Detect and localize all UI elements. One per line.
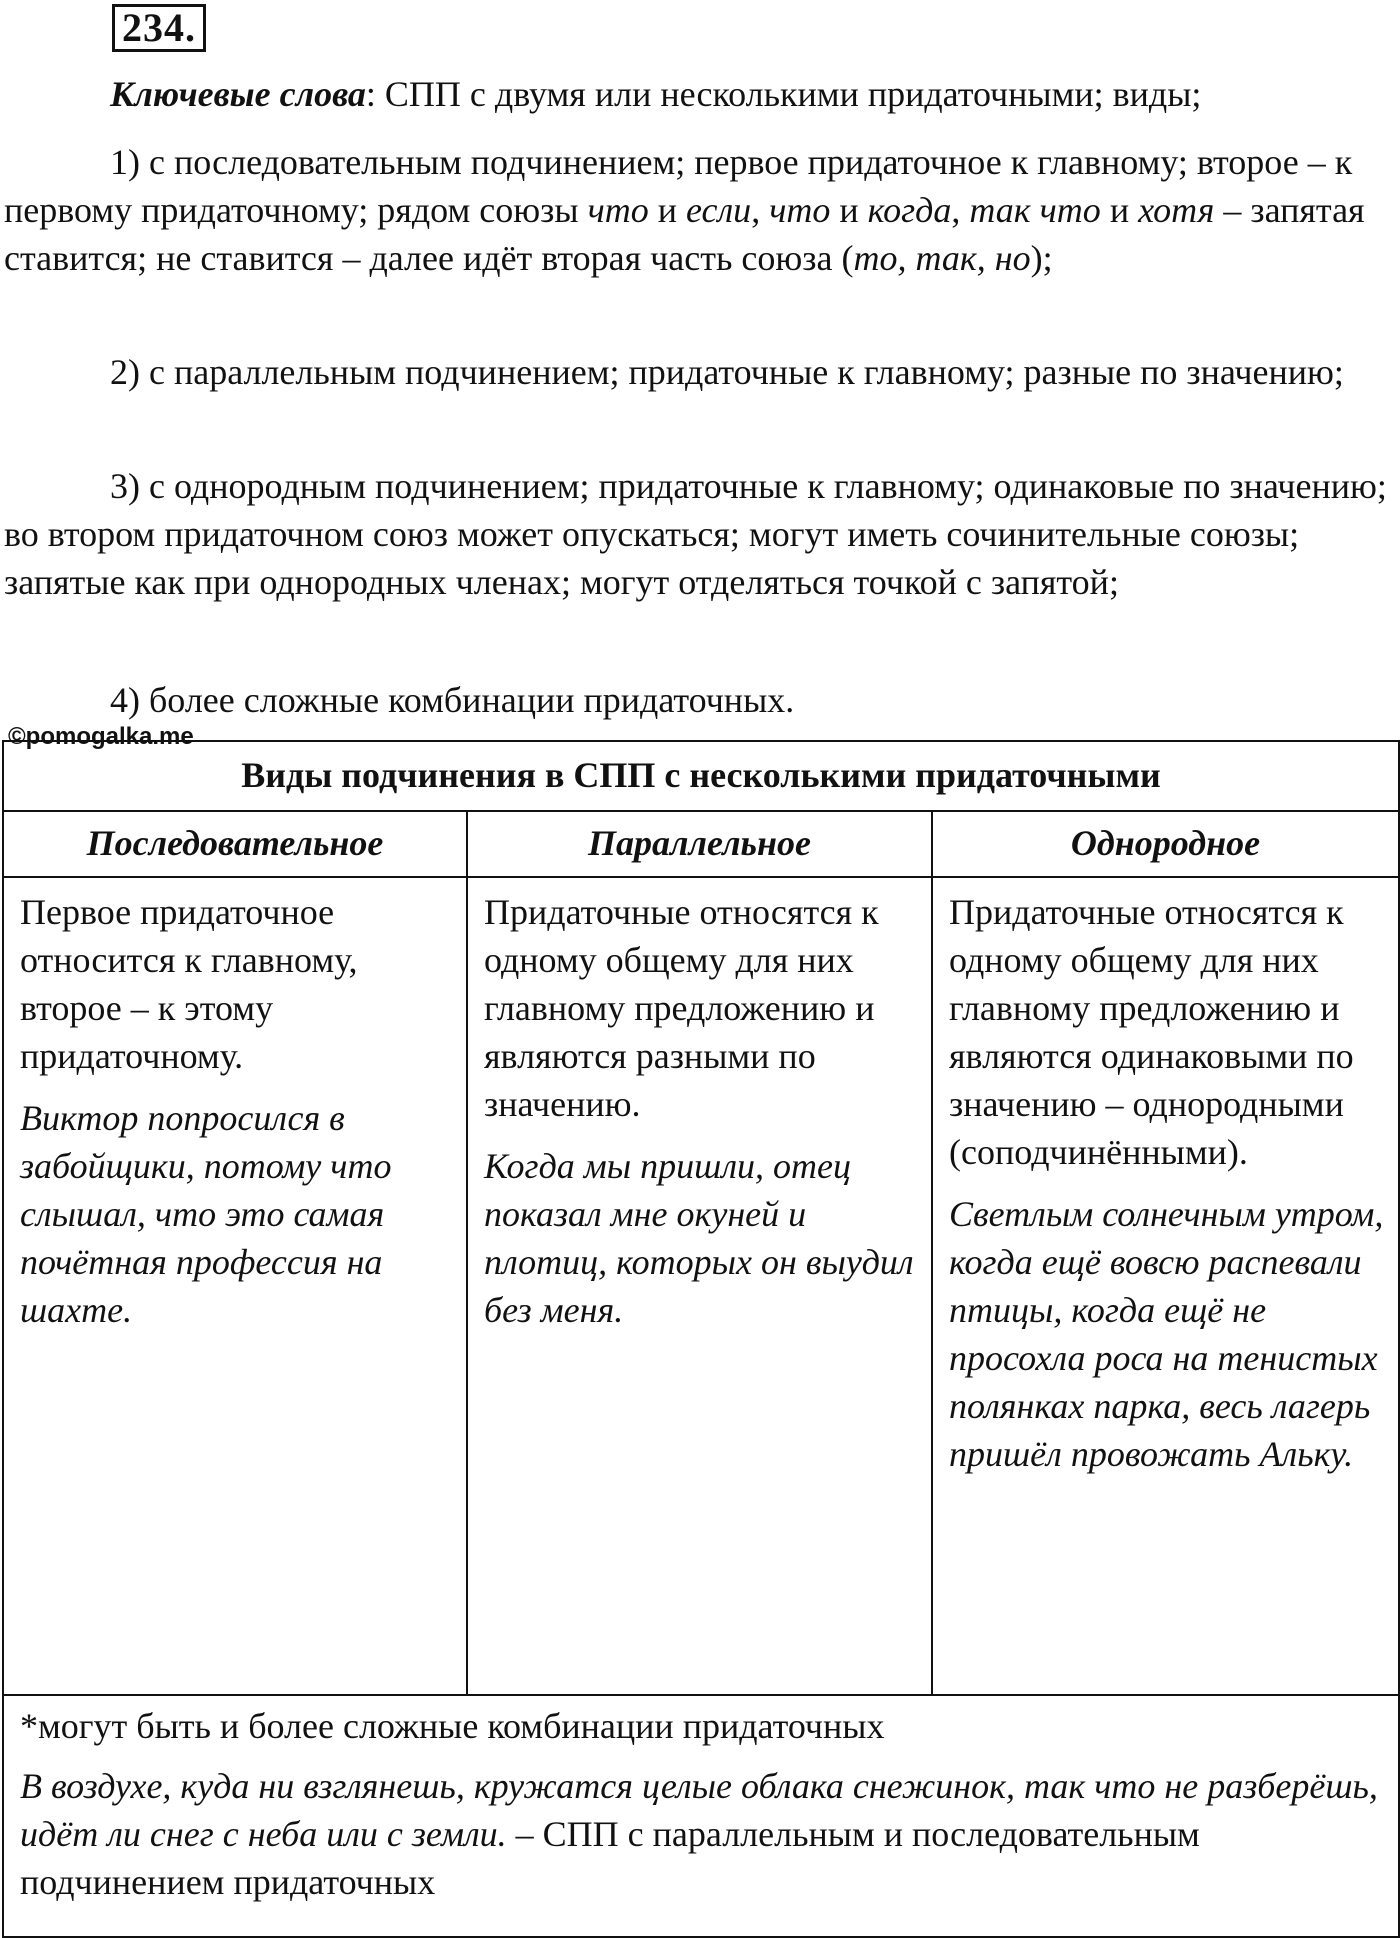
point-3-text: 3) с однородным подчинением; придаточные к главному; одинаковые по значению; во втором придаточном союз может опускаться; могут иметь сочинительные союзы; запятые как при однородных членах; могут отделяться точкой с запятой;: [4, 466, 1387, 602]
exercise-number: 234.: [112, 4, 206, 52]
footnote-text: *могут быть и более сложные комбинации придаточных: [20, 1706, 885, 1746]
cell-sequential: [3, 877, 467, 1695]
table-footnote-cell: [3, 1695, 1399, 1937]
footnote-example-line: [20, 1762, 1382, 1906]
point-1-text-c: );: [1030, 238, 1053, 278]
point-1-comma-1: ,: [751, 190, 770, 230]
example-parallel: Когда мы пришли, отец показал мне окуней и плотиц, которых он выудил без меня.: [484, 1146, 914, 1330]
conj-chto: что: [587, 190, 649, 230]
conj-chto-2: что: [769, 190, 831, 230]
footnote-example: В воздухе, куда ни взглянешь, кружатся целые облака снежинок, так что не разберёшь, идёт ли снег с неба или с земли.: [20, 1766, 1378, 1854]
keywords-label: Ключевые слова: [110, 74, 366, 114]
point-2-text: 2) с параллельным подчинением; придаточные к главному; разные по значению;: [110, 352, 1344, 392]
definition-sequential: Первое придаточное относится к главному, второе – к этому придаточному.: [20, 892, 358, 1076]
point-4: [4, 676, 1398, 724]
point-3: [4, 462, 1398, 606]
subordination-table: [2, 740, 1400, 1938]
example-homogeneous: Светлым солнечным утром, когда ещё вовсю распевали птицы, когда ещё не просохла роса на тенистых полянках парка, весь лагерь пришёл провожать Альку.: [949, 1194, 1384, 1474]
conj-tak-chto: так что: [969, 190, 1101, 230]
definition-homogeneous: Придаточные относятся к одному общему для них главному предложению и являются одинаковыми по значению – однородными (соподчинёнными).: [949, 892, 1354, 1172]
point-1-and-1: и: [648, 190, 686, 230]
conj-second-part: то, так, но: [853, 238, 1031, 278]
cell-parallel: [467, 877, 932, 1695]
point-1-text-b: – запятая ставится; не ставится – далее идёт вторая часть союза (: [4, 190, 1365, 278]
keywords-text: : СПП с двумя или несколькими придаточными; виды;: [365, 74, 1202, 114]
point-1: [4, 138, 1398, 282]
column-header-homogeneous: Однородное: [932, 811, 1399, 877]
conj-esli: если: [686, 190, 752, 230]
point-1-and-2: и: [830, 190, 868, 230]
example-sequential: Виктор попросился в забойщики, потому что слышал, что это самая почётная профессия на шахте.: [20, 1098, 392, 1330]
column-header-parallel: Параллельное: [467, 811, 932, 877]
cell-homogeneous: [932, 877, 1399, 1695]
table-title: Виды подчинения в СПП с несколькими придаточными: [3, 741, 1399, 811]
point-1-text-a: 1) с последовательным подчинением; первое придаточное к главному; второе – к первому придаточному; рядом союзы: [4, 142, 1353, 230]
keywords-line: [110, 70, 1201, 118]
conj-kogda: когда: [867, 190, 952, 230]
watermark: ©pomogalka.me: [8, 723, 194, 750]
point-1-and-3: и: [1100, 190, 1139, 230]
footnote-comment: – СПП с параллельным и последовательным подчинением придаточных: [20, 1814, 1200, 1902]
conj-hotya: хотя: [1138, 190, 1215, 230]
definition-parallel: Придаточные относятся к одному общему для них главному предложению и являются разными по значению.: [484, 892, 879, 1124]
column-header-sequential: Последовательное: [3, 811, 467, 877]
point-1-comma-2: ,: [951, 190, 970, 230]
point-2: [4, 348, 1398, 396]
point-4-text: 4) более сложные комбинации придаточных.: [110, 680, 795, 720]
